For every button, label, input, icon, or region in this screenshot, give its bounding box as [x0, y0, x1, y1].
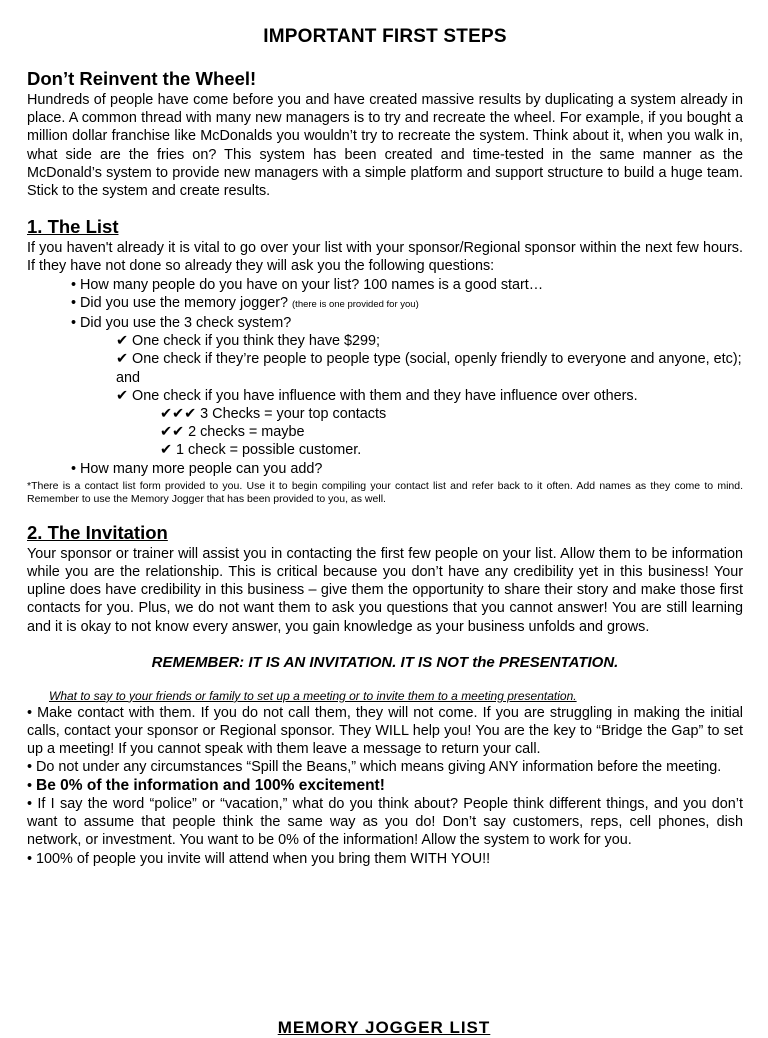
invitation-point-1: • Make contact with them. If you do not call them, they will not come. If you are struggling in making the initial calls, contact your sponsor or Regional sponsor. They WILL help you! You are the key to “Bridge the Gap” to set up a meeting! If you cannot speak with them leave a message to return your call. — [27, 704, 743, 758]
rating-2-checks: ✔✔ 2 checks = maybe — [160, 424, 305, 441]
invitation-point-5: • 100% of people you invite will attend when you bring them WITH YOU!! — [27, 850, 491, 867]
list-question-3: • Did you use the 3 check system? — [71, 315, 292, 332]
remember-callout: REMEMBER: IT IS AN INVITATION. IT IS NOT the PRESENTATION. — [151, 653, 619, 671]
page-title: IMPORTANT FIRST STEPS — [263, 26, 507, 47]
check-item-3: ✔ One check if you have influence with them and they have influence over others. — [116, 387, 638, 404]
list-question-2 — [27, 294, 743, 314]
check-item-1: ✔ One check if you think they have $299; — [116, 333, 381, 350]
section-the-list — [27, 216, 743, 506]
list-question-1: • How many people do you have on your list? 100 names is a good start… — [71, 276, 544, 293]
list-question-4: • How many more people can you add? — [71, 460, 323, 477]
invitation-body: Your sponsor or trainer will assist you in contacting the first few people on your list. Allow them to be information while you are the relationship. This is critical because you don’t have any credibility yet in this business! Your upline does have credibility in this business – give them the opportunity to share their story and make those first contacts for you. Plus, we do not want them to ask you questions that you cannot answer! You are still learning and it is okay to not know every answer, you gain knowledge as your business unfolds and grows. — [27, 545, 743, 635]
section-dont-reinvent — [27, 68, 743, 200]
list-question-2-note: (there is one provided for you) — [292, 298, 419, 310]
invitation-point-4: • If I say the word “police” or “vacation,” what do you think about? People think different things, and you don’t want to assume that people think the same way as you do! Don’t say customers, reps, cell phones, dish network, or investment. You want to be 0% of the information! Allow the system to work for you. — [27, 795, 743, 849]
memory-jogger-heading: MEMORY JOGGER LIST — [277, 1018, 491, 1037]
list-intro: If you haven't already it is vital to go over your list with your sponsor/Regional sponsor within the next few hours. If they have not done so already they will ask you the following questions: — [27, 240, 743, 275]
contact-list-note: *There is a contact list form provided to you. Use it to begin compiling your contact list and refer back to it often. Add names as they come to mind. Remember to use the Memory Jogger that has been provided to you, as well. — [27, 479, 743, 505]
rating-3-checks: ✔✔✔ 3 Checks = your top contacts — [160, 406, 387, 423]
rating-1-check: ✔ 1 check = possible customer. — [160, 442, 362, 459]
invitation-point-3-bullet: • — [27, 777, 37, 794]
document-page — [27, 24, 743, 884]
section-the-invitation — [27, 522, 743, 868]
invitation-point-2: • Do not under any circumstances “Spill the Beans,” which means giving ANY information before the meeting. — [27, 759, 722, 776]
section-heading-wheel: Don’t Reinvent the Wheel! — [27, 68, 257, 89]
invitation-point-3-text: Be 0% of the information and 100% excitement! — [36, 776, 385, 794]
list-question-2-text: • Did you use the memory jogger? — [71, 294, 289, 311]
what-to-say-heading: What to say to your friends or family to set up a meeting or to invite them to a meeting presentation. — [49, 688, 577, 703]
section-heading-list: 1. The List — [27, 216, 119, 238]
section-heading-invitation: 2. The Invitation — [27, 521, 168, 543]
section-body-wheel: Hundreds of people have come before you and have created massive results by duplicating a system already in place. A common thread with many new managers is to try and recreate the wheel. For example, if you bought a million dollar franchise like McDonalds you wouldn’t try to recreate the system. Think about it, when you walk in, what side are the fries on? This system has been created and time-tested in the same manner as the McDonald’s system to provide new managers with a simple platform and support structure to build a huge team. Stick to the system and create results. — [27, 92, 743, 200]
check-item-2: ✔ One check if they’re people to people type (social, openly friendly to everyone and anyone, etc); and — [116, 351, 742, 386]
invitation-point-3 — [27, 777, 743, 795]
